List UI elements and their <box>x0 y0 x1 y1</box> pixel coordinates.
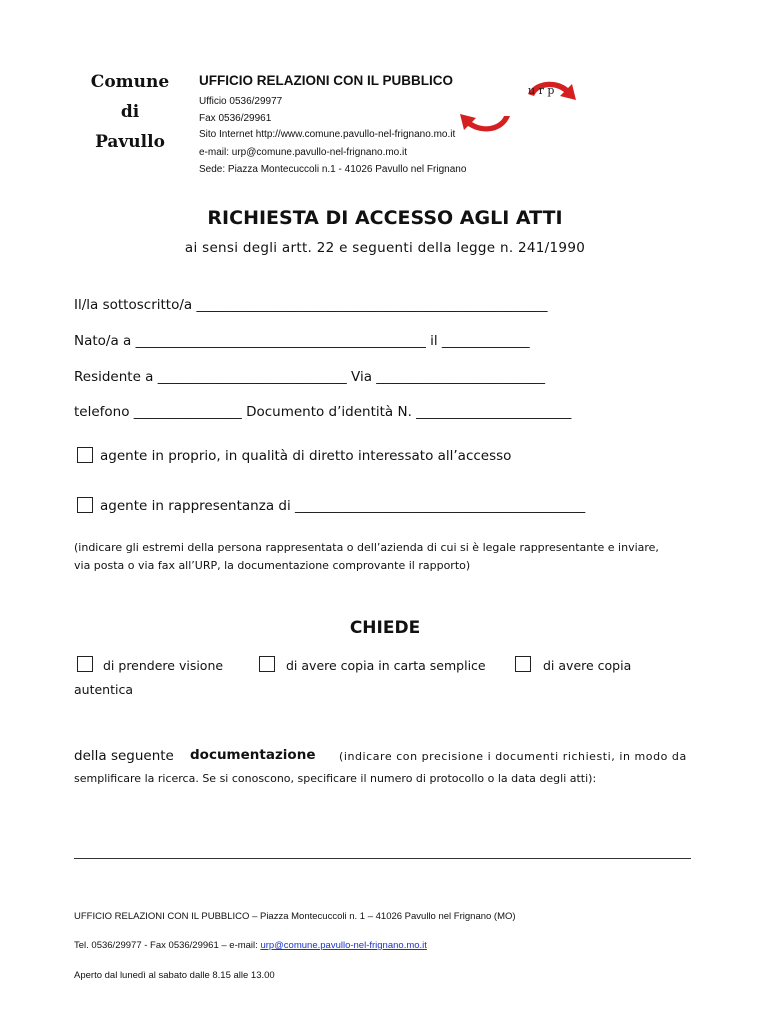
office-title: UFFICIO RELAZIONI CON IL PUBBLICO <box>199 73 453 88</box>
checkbox-proprio[interactable] <box>77 447 93 463</box>
footer-contacts-text: Tel. 0536/29977 - Fax 0536/29961 – e-mail: <box>74 940 261 951</box>
field-telefono[interactable]: telefono ________________ Documento d’identità N. _______________________ <box>74 404 572 420</box>
checkbox-rappresentanza[interactable] <box>77 497 93 513</box>
doc-note: (indicare con precisione i documenti richiesti, in modo da <box>339 750 687 763</box>
comune-line-1: Comune <box>90 72 170 92</box>
checkbox-rappresentanza-label: agente in rappresentanza di ___________________________________________ <box>100 498 586 514</box>
urp-logo-text: u r p <box>528 84 555 97</box>
doc-bold-label: documentazione <box>190 747 316 763</box>
document-subtitle: ai sensi degli artt. 22 e seguenti della legge n. 241/1990 <box>184 240 586 256</box>
footer-contacts <box>74 940 427 951</box>
office-website: Sito Internet http://www.comune.pavullo-nel-frignano.mo.it <box>199 129 456 140</box>
field-residente[interactable]: Residente a ____________________________ Via _________________________ <box>74 369 546 385</box>
documentation-line[interactable] <box>74 858 691 859</box>
office-fax: Fax 0536/29961 <box>199 113 272 124</box>
doc-note-line-2: semplificare la ricerca. Se si conoscono, specificare il numero di protocollo o la data degli atti): <box>74 772 597 785</box>
comune-line-3: Pavullo <box>95 132 165 152</box>
urp-logo-icon <box>456 74 586 140</box>
footer-email-link[interactable]: urp@comune.pavullo-nel-frignano.mo.it <box>260 940 427 951</box>
checkbox-visione-label: di prendere visione <box>103 658 224 673</box>
checkbox-copia-autentica-label-cont: autentica <box>74 682 134 697</box>
checkbox-copia-semplice-label: di avere copia in carta semplice <box>286 658 486 673</box>
note-line-2: via posta o via fax all’URP, la documentazione comprovante il rapporto) <box>74 559 471 572</box>
office-address: Sede: Piazza Montecuccoli n.1 - 41026 Pavullo nel Frignano <box>199 164 467 175</box>
chiede-heading: CHIEDE <box>349 618 421 638</box>
office-email: e-mail: urp@comune.pavullo-nel-frignano.mo.it <box>199 147 408 158</box>
comune-line-2: di <box>120 102 140 122</box>
checkbox-proprio-label: agente in proprio, in qualità di diretto interessato all’accesso <box>100 448 512 464</box>
footer-address: UFFICIO RELAZIONI CON IL PUBBLICO – Piazza Montecuccoli n. 1 – 41026 Pavullo nel Frignano (MO) <box>74 911 516 922</box>
note-line-1: (indicare gli estremi della persona rappresentata o dell’azienda di cui si è legale rappresentante e inviare, <box>74 541 659 554</box>
checkbox-copia-autentica-label: di avere copia <box>543 658 632 673</box>
field-sottoscritto[interactable]: Il/la sottoscritto/a ____________________________________________________ <box>74 297 548 313</box>
checkbox-copia-semplice[interactable] <box>259 656 275 672</box>
document-title: RICHIESTA DI ACCESSO AGLI ATTI <box>207 207 563 229</box>
footer-hours: Aperto dal lunedì al sabato dalle 8.15 alle 13.00 <box>74 970 275 981</box>
office-phone: Ufficio 0536/29977 <box>199 96 283 107</box>
checkbox-visione[interactable] <box>77 656 93 672</box>
field-nato[interactable]: Nato/a a ___________________________________________ il _____________ <box>74 333 530 349</box>
doc-prefix: della seguente <box>74 748 174 764</box>
checkbox-copia-autentica[interactable] <box>515 656 531 672</box>
